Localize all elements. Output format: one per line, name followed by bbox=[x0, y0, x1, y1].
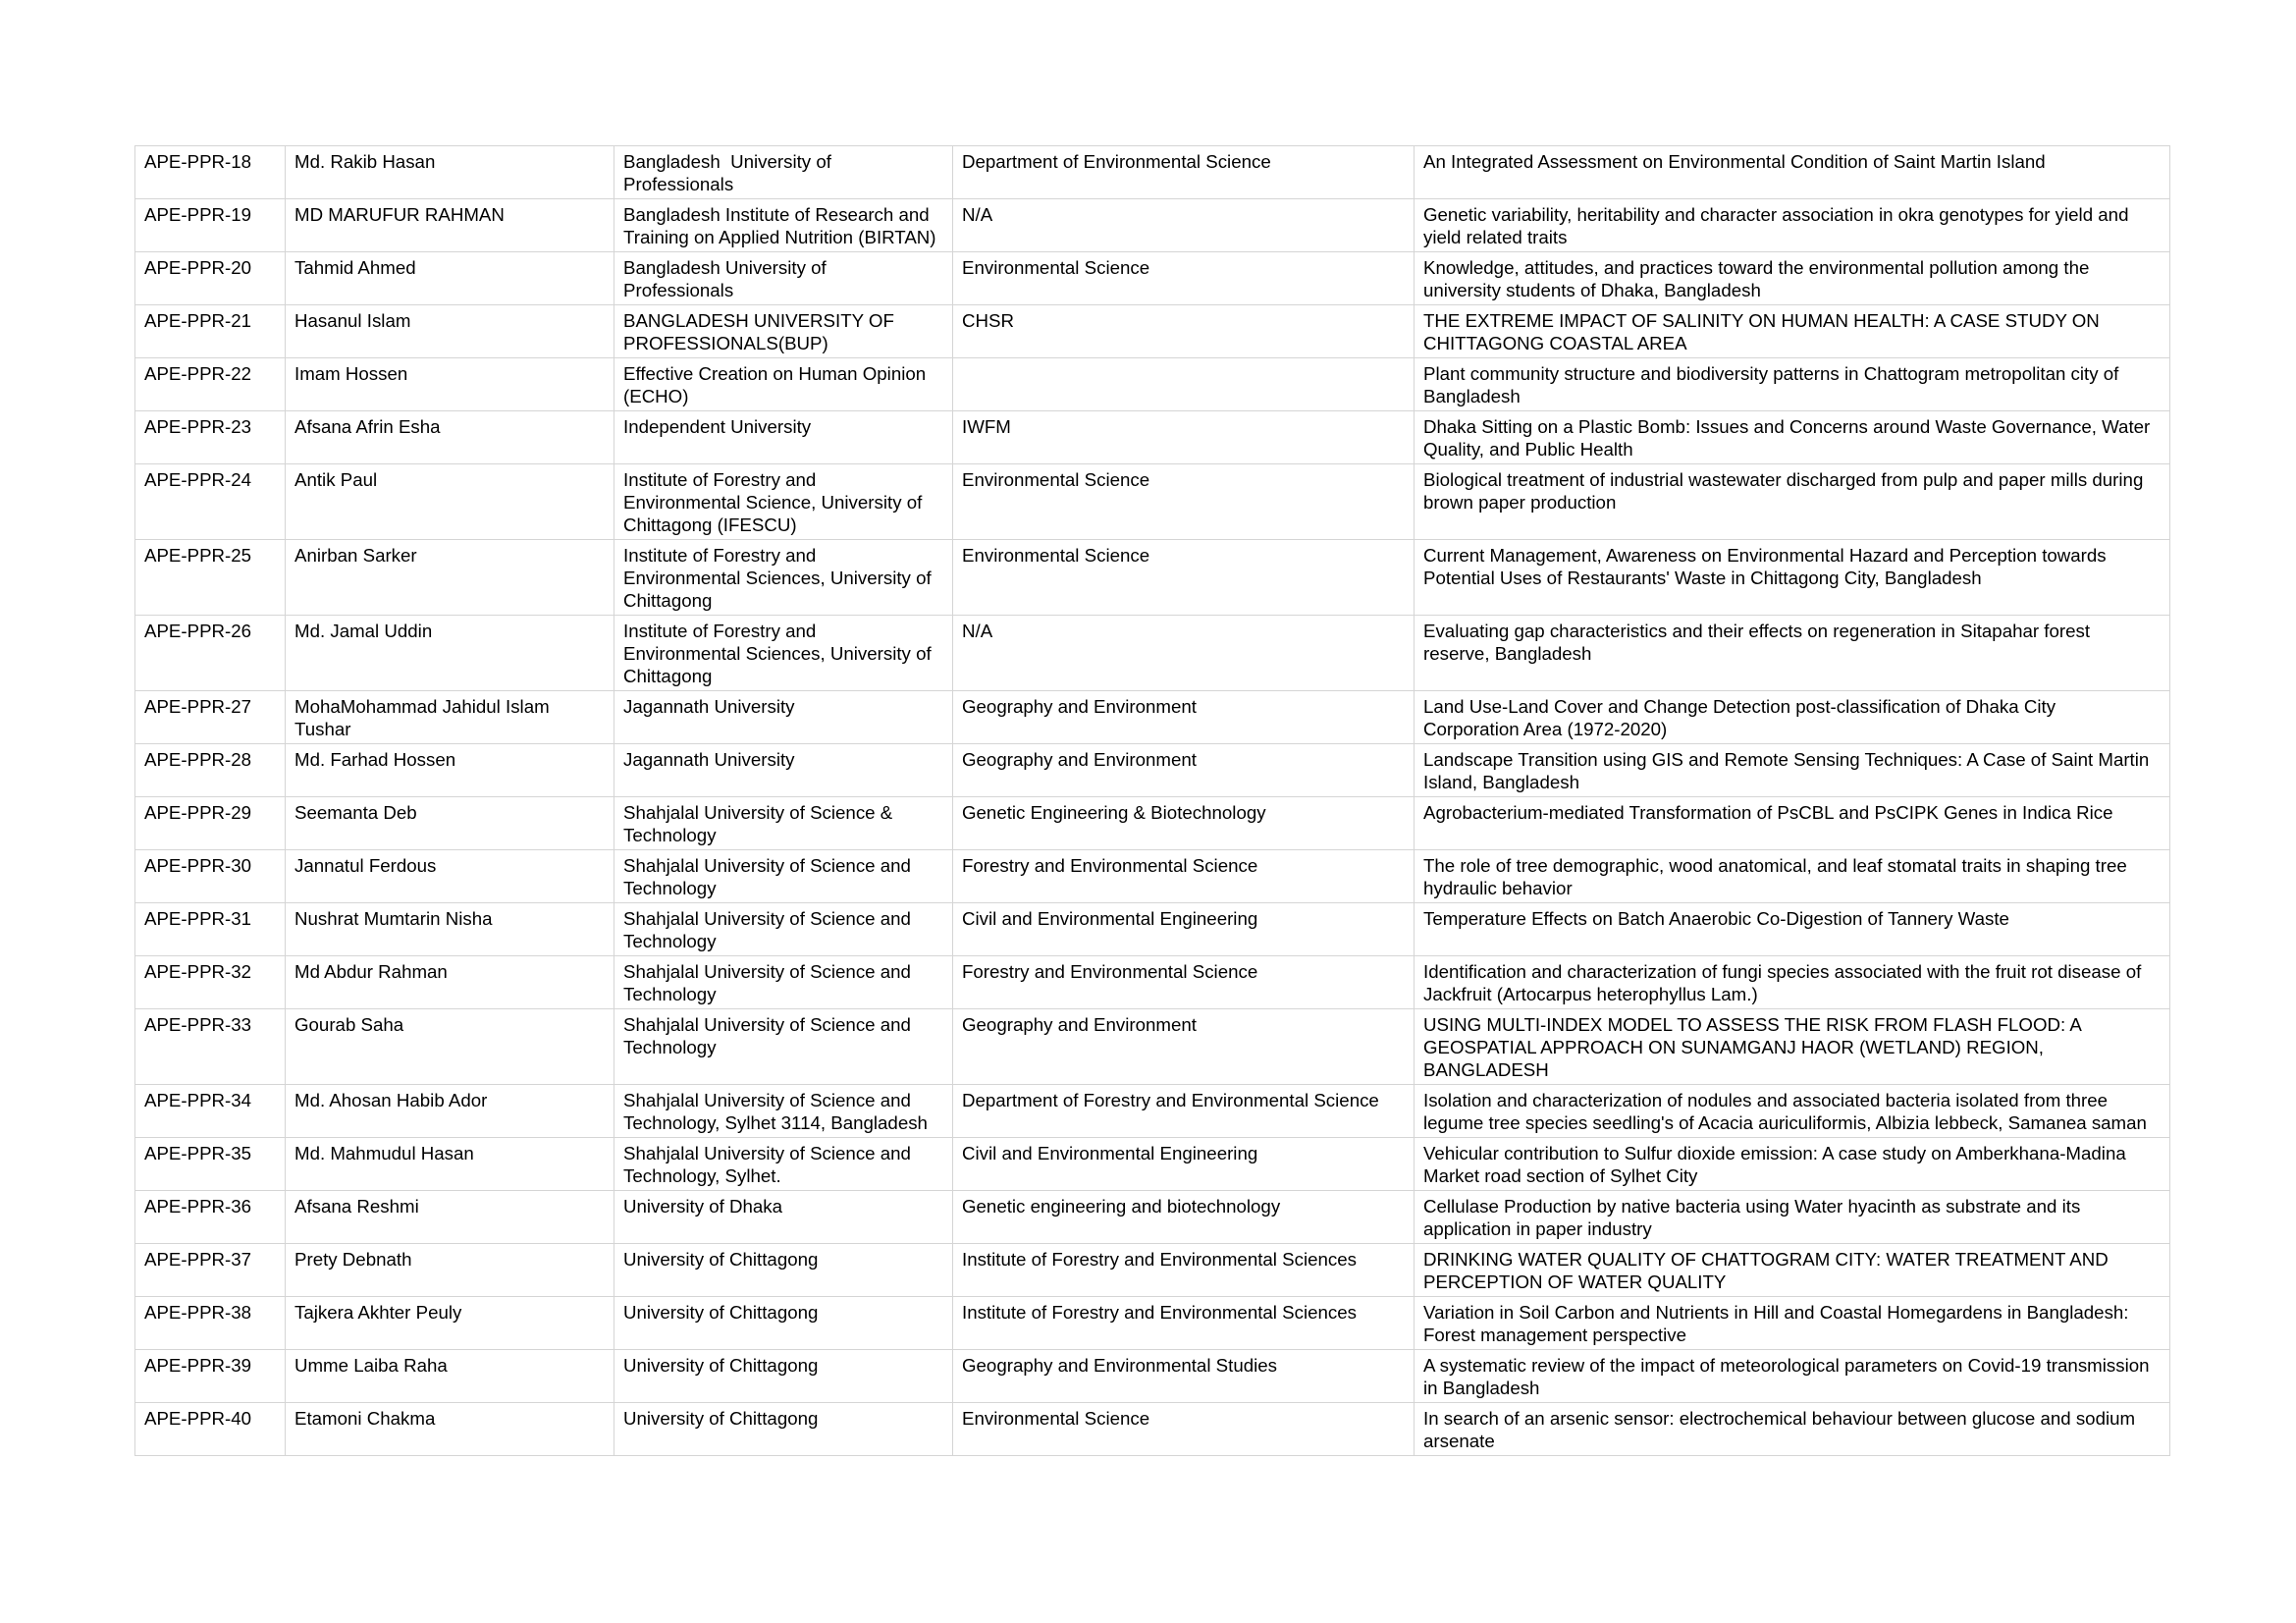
table-row bbox=[135, 1009, 2170, 1085]
table-row bbox=[135, 1138, 2170, 1191]
cell-university: Shahjalal University of Science and Technology, Sylhet. bbox=[614, 1138, 953, 1191]
cell-paper-id: APE-PPR-18 bbox=[135, 146, 286, 199]
cell-department: Forestry and Environmental Science bbox=[953, 850, 1415, 903]
cell-paper-id: APE-PPR-22 bbox=[135, 358, 286, 411]
cell-paper-title: Variation in Soil Carbon and Nutrients in Hill and Coastal Homegardens in Bangladesh: Forest management perspective bbox=[1415, 1297, 2170, 1350]
cell-author-name: Tajkera Akhter Peuly bbox=[286, 1297, 614, 1350]
table-body bbox=[135, 146, 2170, 1456]
cell-department: N/A bbox=[953, 199, 1415, 252]
cell-paper-id: APE-PPR-31 bbox=[135, 903, 286, 956]
cell-paper-title: Agrobacterium-mediated Transformation of PsCBL and PsCIPK Genes in Indica Rice bbox=[1415, 797, 2170, 850]
table-row bbox=[135, 411, 2170, 464]
cell-university: Jagannath University bbox=[614, 691, 953, 744]
cell-paper-id: APE-PPR-34 bbox=[135, 1085, 286, 1138]
cell-paper-title: Vehicular contribution to Sulfur dioxide emission: A case study on Amberkhana-Madina Market road section of Sylhet City bbox=[1415, 1138, 2170, 1191]
cell-paper-title: Current Management, Awareness on Environmental Hazard and Perception towards Potential Uses of Restaurants' Waste in Chittagong City, Bangladesh bbox=[1415, 540, 2170, 616]
cell-paper-title: Plant community structure and biodiversity patterns in Chattogram metropolitan city of Bangladesh bbox=[1415, 358, 2170, 411]
cell-department: IWFM bbox=[953, 411, 1415, 464]
cell-paper-title: Isolation and characterization of nodules and associated bacteria isolated from three legume tree species seedling's of Acacia auriculiformis, Albizia lebbeck, Samanea saman bbox=[1415, 1085, 2170, 1138]
cell-department: Geography and Environment bbox=[953, 691, 1415, 744]
cell-author-name: Prety Debnath bbox=[286, 1244, 614, 1297]
cell-author-name: Afsana Afrin Esha bbox=[286, 411, 614, 464]
cell-paper-title: A systematic review of the impact of meteorological parameters on Covid-19 transmission in Bangladesh bbox=[1415, 1350, 2170, 1403]
cell-author-name: Md. Ahosan Habib Ador bbox=[286, 1085, 614, 1138]
table-row bbox=[135, 691, 2170, 744]
cell-university: Institute of Forestry and Environmental Sciences, University of Chittagong bbox=[614, 540, 953, 616]
cell-author-name: Seemanta Deb bbox=[286, 797, 614, 850]
cell-department: Genetic engineering and biotechnology bbox=[953, 1191, 1415, 1244]
table-row bbox=[135, 1191, 2170, 1244]
cell-author-name: Nushrat Mumtarin Nisha bbox=[286, 903, 614, 956]
table-row bbox=[135, 358, 2170, 411]
cell-paper-id: APE-PPR-26 bbox=[135, 616, 286, 691]
cell-university: Bangladesh Institute of Research and Training on Applied Nutrition (BIRTAN) bbox=[614, 199, 953, 252]
cell-department bbox=[953, 358, 1415, 411]
cell-department: Genetic Engineering & Biotechnology bbox=[953, 797, 1415, 850]
cell-author-name: Md Abdur Rahman bbox=[286, 956, 614, 1009]
cell-department: Institute of Forestry and Environmental Sciences bbox=[953, 1297, 1415, 1350]
cell-university: Shahjalal University of Science and Technology, Sylhet 3114, Bangladesh bbox=[614, 1085, 953, 1138]
cell-paper-title: Genetic variability, heritability and character association in okra genotypes for yield and yield related traits bbox=[1415, 199, 2170, 252]
cell-author-name: Umme Laiba Raha bbox=[286, 1350, 614, 1403]
cell-department: Department of Environmental Science bbox=[953, 146, 1415, 199]
cell-department: Department of Forestry and Environmental Science bbox=[953, 1085, 1415, 1138]
cell-paper-title: Cellulase Production by native bacteria using Water hyacinth as substrate and its application in paper industry bbox=[1415, 1191, 2170, 1244]
cell-department: Environmental Science bbox=[953, 252, 1415, 305]
cell-university: Independent University bbox=[614, 411, 953, 464]
cell-department: Institute of Forestry and Environmental Sciences bbox=[953, 1244, 1415, 1297]
cell-author-name: Antik Paul bbox=[286, 464, 614, 540]
paper-submissions-table bbox=[134, 145, 2170, 1456]
cell-university: Jagannath University bbox=[614, 744, 953, 797]
cell-author-name: Md. Rakib Hasan bbox=[286, 146, 614, 199]
cell-paper-id: APE-PPR-29 bbox=[135, 797, 286, 850]
cell-author-name: Md. Farhad Hossen bbox=[286, 744, 614, 797]
cell-paper-id: APE-PPR-25 bbox=[135, 540, 286, 616]
cell-author-name: Md. Jamal Uddin bbox=[286, 616, 614, 691]
cell-university: University of Chittagong bbox=[614, 1297, 953, 1350]
cell-department: Geography and Environment bbox=[953, 1009, 1415, 1085]
cell-paper-title: Dhaka Sitting on a Plastic Bomb: Issues and Concerns around Waste Governance, Water Quality, and Public Health bbox=[1415, 411, 2170, 464]
cell-university: Shahjalal University of Science and Technology bbox=[614, 1009, 953, 1085]
cell-department: Environmental Science bbox=[953, 540, 1415, 616]
cell-author-name: MohaMohammad Jahidul Islam Tushar bbox=[286, 691, 614, 744]
table-row bbox=[135, 464, 2170, 540]
cell-paper-id: APE-PPR-36 bbox=[135, 1191, 286, 1244]
cell-paper-id: APE-PPR-30 bbox=[135, 850, 286, 903]
table-row bbox=[135, 305, 2170, 358]
table-row bbox=[135, 1244, 2170, 1297]
cell-author-name: Gourab Saha bbox=[286, 1009, 614, 1085]
cell-paper-id: APE-PPR-40 bbox=[135, 1403, 286, 1456]
cell-paper-title: In search of an arsenic sensor: electrochemical behaviour between glucose and sodium arsenate bbox=[1415, 1403, 2170, 1456]
cell-paper-title: USING MULTI-INDEX MODEL TO ASSESS THE RISK FROM FLASH FLOOD: A GEOSPATIAL APPROACH ON SUNAMGANJ HAOR (WETLAND) REGION, BANGLADESH bbox=[1415, 1009, 2170, 1085]
cell-author-name: Afsana Reshmi bbox=[286, 1191, 614, 1244]
cell-paper-id: APE-PPR-19 bbox=[135, 199, 286, 252]
cell-university: Institute of Forestry and Environmental Sciences, University of Chittagong bbox=[614, 616, 953, 691]
cell-university: BANGLADESH UNIVERSITY OF PROFESSIONALS(BUP) bbox=[614, 305, 953, 358]
table-row bbox=[135, 903, 2170, 956]
cell-author-name: Tahmid Ahmed bbox=[286, 252, 614, 305]
cell-university: Shahjalal University of Science & Technology bbox=[614, 797, 953, 850]
table-row bbox=[135, 1297, 2170, 1350]
cell-paper-title: Identification and characterization of fungi species associated with the fruit rot disease of Jackfruit (Artocarpus heterophyllus Lam.) bbox=[1415, 956, 2170, 1009]
table-row bbox=[135, 616, 2170, 691]
cell-author-name: MD MARUFUR RAHMAN bbox=[286, 199, 614, 252]
cell-paper-title: Knowledge, attitudes, and practices toward the environmental pollution among the university students of Dhaka, Bangladesh bbox=[1415, 252, 2170, 305]
cell-paper-id: APE-PPR-32 bbox=[135, 956, 286, 1009]
cell-author-name: Md. Mahmudul Hasan bbox=[286, 1138, 614, 1191]
table-row bbox=[135, 1403, 2170, 1456]
cell-university: University of Chittagong bbox=[614, 1350, 953, 1403]
cell-paper-id: APE-PPR-27 bbox=[135, 691, 286, 744]
cell-university: Bangladesh University of Professionals bbox=[614, 146, 953, 199]
cell-author-name: Etamoni Chakma bbox=[286, 1403, 614, 1456]
cell-paper-id: APE-PPR-35 bbox=[135, 1138, 286, 1191]
cell-paper-title: Temperature Effects on Batch Anaerobic Co-Digestion of Tannery Waste bbox=[1415, 903, 2170, 956]
cell-department: Environmental Science bbox=[953, 1403, 1415, 1456]
cell-author-name: Imam Hossen bbox=[286, 358, 614, 411]
cell-department: Civil and Environmental Engineering bbox=[953, 903, 1415, 956]
table-row bbox=[135, 252, 2170, 305]
cell-university: Bangladesh University of Professionals bbox=[614, 252, 953, 305]
cell-department: Civil and Environmental Engineering bbox=[953, 1138, 1415, 1191]
cell-paper-id: APE-PPR-33 bbox=[135, 1009, 286, 1085]
cell-university: Institute of Forestry and Environmental Science, University of Chittagong (IFESCU) bbox=[614, 464, 953, 540]
cell-paper-title: Biological treatment of industrial wastewater discharged from pulp and paper mills during brown paper production bbox=[1415, 464, 2170, 540]
cell-paper-id: APE-PPR-39 bbox=[135, 1350, 286, 1403]
cell-university: Shahjalal University of Science and Technology bbox=[614, 956, 953, 1009]
cell-university: Effective Creation on Human Opinion (ECHO) bbox=[614, 358, 953, 411]
cell-author-name: Hasanul Islam bbox=[286, 305, 614, 358]
cell-university: Shahjalal University of Science and Technology bbox=[614, 903, 953, 956]
cell-paper-id: APE-PPR-37 bbox=[135, 1244, 286, 1297]
table-row bbox=[135, 956, 2170, 1009]
table-row bbox=[135, 850, 2170, 903]
cell-department: Geography and Environment bbox=[953, 744, 1415, 797]
cell-paper-title: Landscape Transition using GIS and Remote Sensing Techniques: A Case of Saint Martin Island, Bangladesh bbox=[1415, 744, 2170, 797]
cell-author-name: Anirban Sarker bbox=[286, 540, 614, 616]
cell-department: Forestry and Environmental Science bbox=[953, 956, 1415, 1009]
cell-paper-title: Evaluating gap characteristics and their effects on regeneration in Sitapahar forest reserve, Bangladesh bbox=[1415, 616, 2170, 691]
cell-paper-title: DRINKING WATER QUALITY OF CHATTOGRAM CITY: WATER TREATMENT AND PERCEPTION OF WATER QUALITY bbox=[1415, 1244, 2170, 1297]
cell-paper-title: An Integrated Assessment on Environmental Condition of Saint Martin Island bbox=[1415, 146, 2170, 199]
cell-department: Geography and Environmental Studies bbox=[953, 1350, 1415, 1403]
cell-paper-id: APE-PPR-23 bbox=[135, 411, 286, 464]
cell-university: University of Dhaka bbox=[614, 1191, 953, 1244]
table-row bbox=[135, 199, 2170, 252]
table-row bbox=[135, 540, 2170, 616]
cell-paper-title: THE EXTREME IMPACT OF SALINITY ON HUMAN HEALTH: A CASE STUDY ON CHITTAGONG COASTAL AREA bbox=[1415, 305, 2170, 358]
cell-paper-id: APE-PPR-28 bbox=[135, 744, 286, 797]
cell-department: Environmental Science bbox=[953, 464, 1415, 540]
cell-university: University of Chittagong bbox=[614, 1403, 953, 1456]
table-row bbox=[135, 1085, 2170, 1138]
cell-paper-id: APE-PPR-20 bbox=[135, 252, 286, 305]
cell-paper-id: APE-PPR-24 bbox=[135, 464, 286, 540]
cell-paper-id: APE-PPR-21 bbox=[135, 305, 286, 358]
table-row bbox=[135, 1350, 2170, 1403]
cell-department: N/A bbox=[953, 616, 1415, 691]
cell-author-name: Jannatul Ferdous bbox=[286, 850, 614, 903]
cell-paper-title: The role of tree demographic, wood anatomical, and leaf stomatal traits in shaping tree hydraulic behavior bbox=[1415, 850, 2170, 903]
table-row bbox=[135, 797, 2170, 850]
table-row bbox=[135, 146, 2170, 199]
table-row bbox=[135, 744, 2170, 797]
cell-department: CHSR bbox=[953, 305, 1415, 358]
cell-paper-title: Land Use-Land Cover and Change Detection post-classification of Dhaka City Corporation Area (1972-2020) bbox=[1415, 691, 2170, 744]
cell-university: Shahjalal University of Science and Technology bbox=[614, 850, 953, 903]
cell-university: University of Chittagong bbox=[614, 1244, 953, 1297]
cell-paper-id: APE-PPR-38 bbox=[135, 1297, 286, 1350]
